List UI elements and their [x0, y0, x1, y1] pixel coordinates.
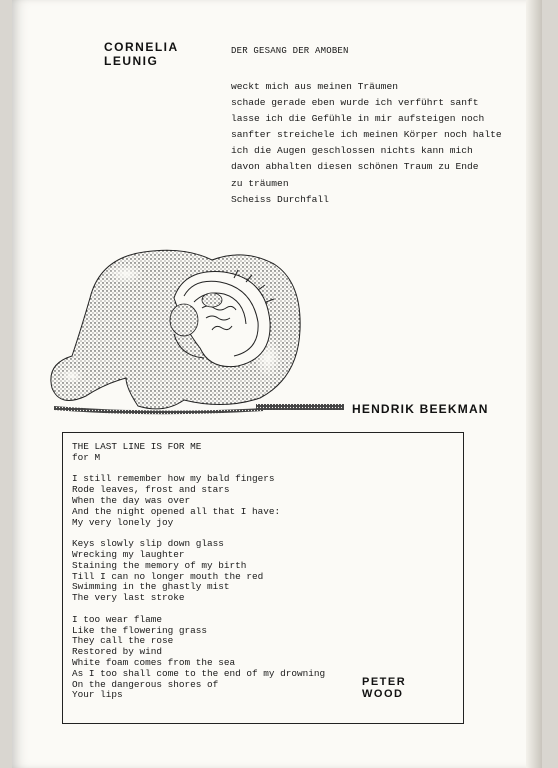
poem-line: Scheiss Durchfall [231, 193, 329, 205]
poem-line: They call the rose [72, 635, 174, 647]
author-last-name: WOOD [362, 688, 404, 700]
author-cornelia-leunig [104, 40, 179, 68]
poem-line: My very lonely joy [72, 516, 174, 528]
poem-line: zu träumen [231, 177, 289, 189]
poem-line: Keys slowly slip down glass [72, 538, 224, 550]
poem-line: The very last stroke [72, 592, 185, 604]
poem-line: Staining the memory of my birth [72, 559, 247, 571]
stippled-blob-illustration [34, 238, 344, 418]
poem-line: lasse ich die Gefühle in mir aufsteigen noch [231, 113, 485, 125]
poem-one-title: DER GESANG DER AMOBEN [231, 46, 349, 56]
poem-line: On the dangerous shores of [72, 678, 219, 690]
author-last-name: LEUNIG [104, 54, 159, 68]
poem-two-title: THE LAST LINE IS FOR ME [72, 441, 202, 452]
poem-line: ich die Augen geschlossen nichts kann mich [231, 145, 473, 157]
poem-line: When the day was over [72, 494, 191, 506]
poem-line: Rode leaves, frost and stars [72, 484, 230, 496]
poem-line: weckt mich aus meinen Träumen [231, 81, 398, 92]
poem-line: Your lips [72, 689, 123, 701]
poem-line: As I too shall come to the end of my drowning [72, 667, 326, 679]
poem-line: Swimming in the ghastly mist [72, 581, 230, 593]
poem-line: Wrecking my laughter [72, 548, 185, 560]
poem-line: I still remember how my bald fingers [72, 473, 275, 485]
poem-line: Restored by wind [72, 646, 163, 658]
author-first-name: PETER [362, 676, 407, 688]
artist-credit: HENDRIK BEEKMAN [352, 402, 489, 416]
poem-line: Like the flowering grass [72, 624, 208, 636]
poem-line: davon abhalten diesen schönen Traum zu Ende [231, 161, 479, 173]
author-peter-wood [362, 676, 406, 700]
poem-two-dedication: for M [72, 451, 101, 463]
poem-one-body [231, 79, 502, 208]
poem-line: sanfter streichele ich meinen Körper noch halte [231, 129, 502, 141]
author-first-name: CORNELIA [104, 40, 179, 54]
page-edge [526, 0, 542, 768]
poem-line: White foam comes from the sea [72, 656, 236, 668]
poem-line: I too wear flame [72, 613, 163, 625]
poem-line: And the night opened all that I have: [72, 505, 281, 517]
poem-line: Till I can no longer mouth the red [72, 570, 264, 582]
magazine-page [12, 0, 542, 768]
poem-line: schade gerade eben wurde ich verführt sanft [231, 97, 479, 109]
poem-two-body [72, 442, 325, 701]
